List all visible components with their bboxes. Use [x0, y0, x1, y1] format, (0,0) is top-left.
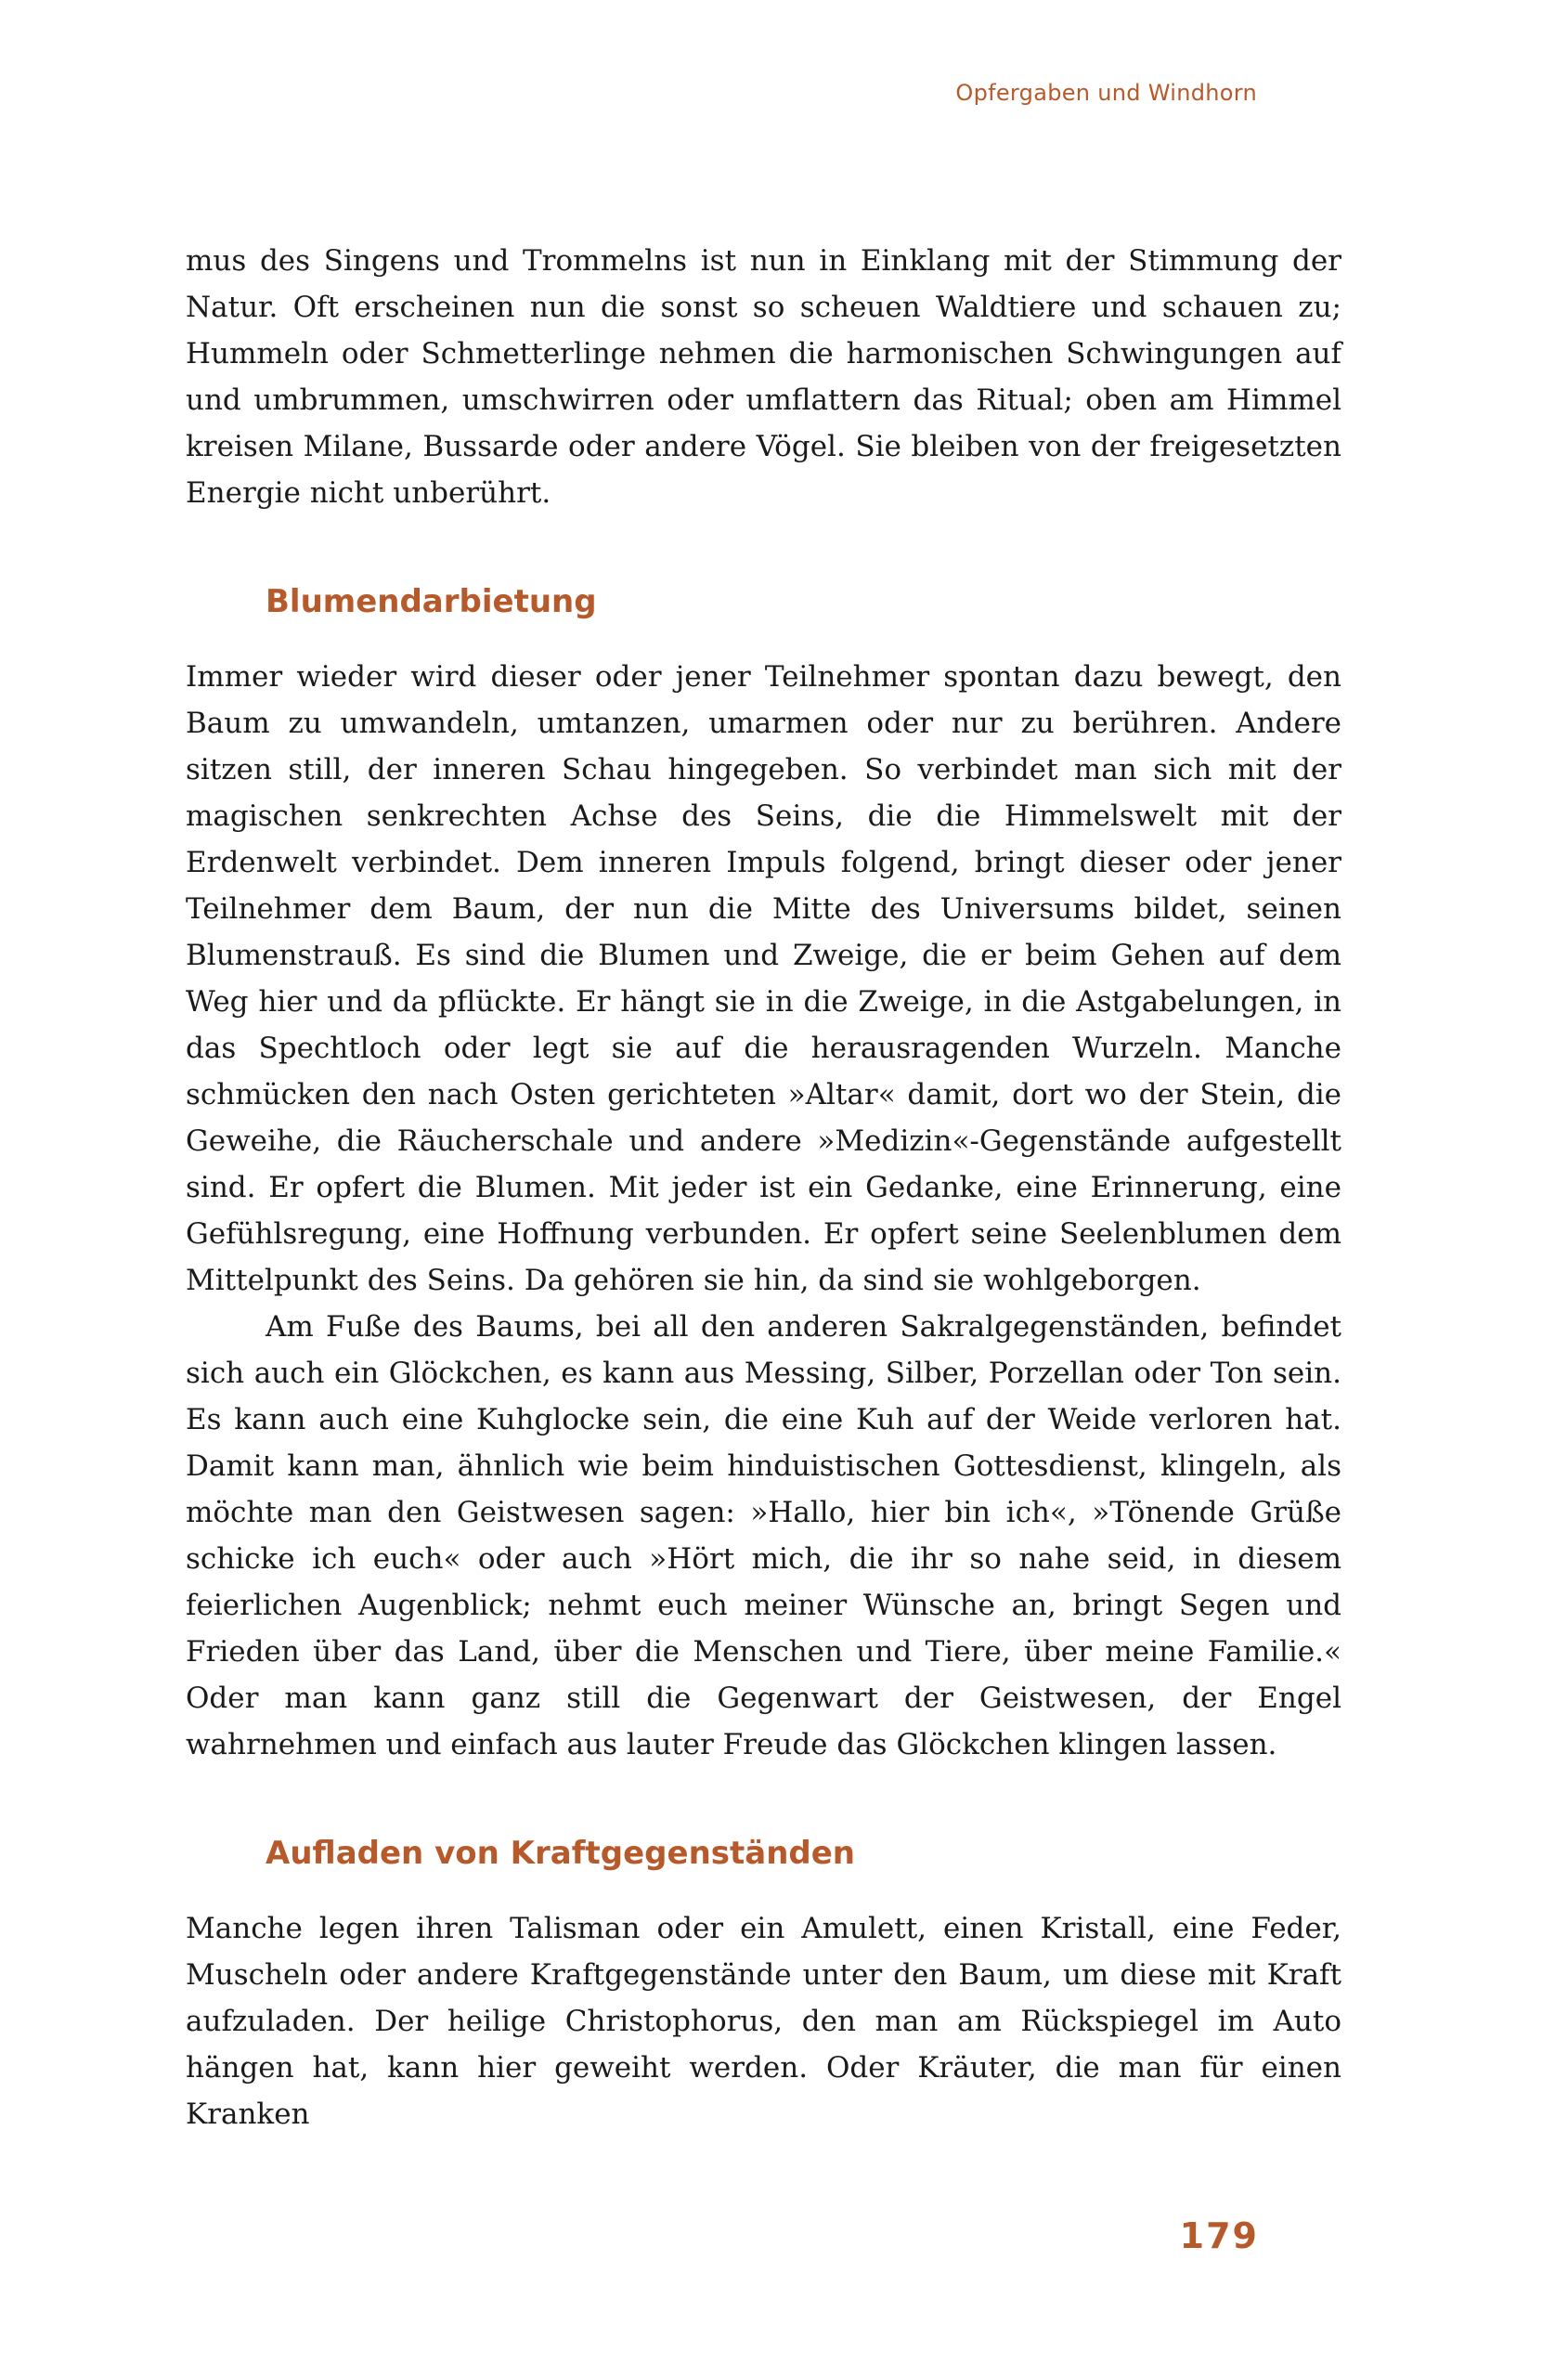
page-body	[186, 238, 1341, 2137]
paragraph-intro: mus des Singens und Trommelns ist nun in Einklang mit der Stimmung der Natur. Oft erscheinen nun die sonst so scheuen Waldtiere und schauen zu; Hummeln oder Schmetterlinge nehmen die harmonischen Schwingungen auf und umbrummen, umschwirren oder umflattern das Ritual; oben am Himmel kreisen Milane, Bussarde oder andere Vögel. Sie bleiben von der freigesetzten Energie nicht unberührt.	[186, 244, 1341, 510]
running-head: Opfergaben und Windhorn	[955, 80, 1257, 106]
paragraph-gloeckchen: Am Fuße des Baums, bei all den anderen Sakralgegenständen, befindet sich auch ein Glöckchen, es kann aus Messing, Silber, Porzellan oder Ton sein. Es kann auch eine Kuhglocke sein, die eine Kuh auf der Weide verloren hat. Damit kann man, ähnlich wie beim hinduistischen Gottesdienst, klingeln, als möchte man den Geistwesen sagen: »Hallo, hier bin ich«, »Tönende Grüße schicke ich euch« oder auch »Hört mich, die ihr so nahe seid, in diesem feierlichen Augenblick; nehmt euch meiner Wünsche an, bringt Segen und Frieden über das Land, über die Menschen und Tiere, über meine Familie.« Oder man kann ganz still die Gegenwart der Geistwesen, der Engel wahrnehmen und einfach aus lauter Freude das Glöckchen klingen lassen.	[186, 1310, 1341, 1761]
paragraph-aufladen: Manche legen ihren Talisman oder ein Amulett, einen Kristall, eine Feder, Muscheln oder andere Kraftgegenstände unter den Baum, um diese mit Kraft aufzuladen. Der heilige Christophorus, den man am Rückspiegel im Auto hängen hat, kann hier geweiht werden. Oder Kräuter, die man für einen Kranken	[186, 1912, 1341, 2131]
paragraph-blumendarbietung: Immer wieder wird dieser oder jener Teilnehmer spontan dazu bewegt, den Baum zu umwandeln, umtanzen, umarmen oder nur zu berühren. Andere sitzen still, der inneren Schau hingegeben. So verbindet man sich mit der magischen senkrechten Achse des Seins, die die Himmelswelt mit der Erdenwelt verbindet. Dem inneren Impuls folgend, bringt dieser oder jener Teilnehmer dem Baum, der nun die Mitte des Universums bildet, seinen Blumenstrauß. Es sind die Blumen und Zweige, die er beim Gehen auf dem Weg hier und da pflückte. Er hängt sie in die Zweige, in die Astgabelungen, in das Spechtloch oder legt sie auf die herausragenden Wurzeln. Manche schmücken den nach Osten gerichteten »Altar« damit, dort wo der Stein, die Geweihe, die Räucherschale und andere »Medizin«-Gegenstände aufgestellt sind. Er opfert die Blumen. Mit jeder ist ein Gedanke, eine Erinnerung, eine Gefühlsregung, eine Hoffnung verbunden. Er opfert seine Seelenblumen dem Mittelpunkt des Seins. Da gehören sie hin, da sind sie wohlgeborgen.	[186, 660, 1341, 1297]
page-number: 179	[1179, 2215, 1259, 2256]
section-heading-aufladen: Aufladen von Kraftgegenständen	[266, 1835, 856, 1872]
section-heading-blumendarbietung: Blumendarbietung	[266, 583, 597, 620]
